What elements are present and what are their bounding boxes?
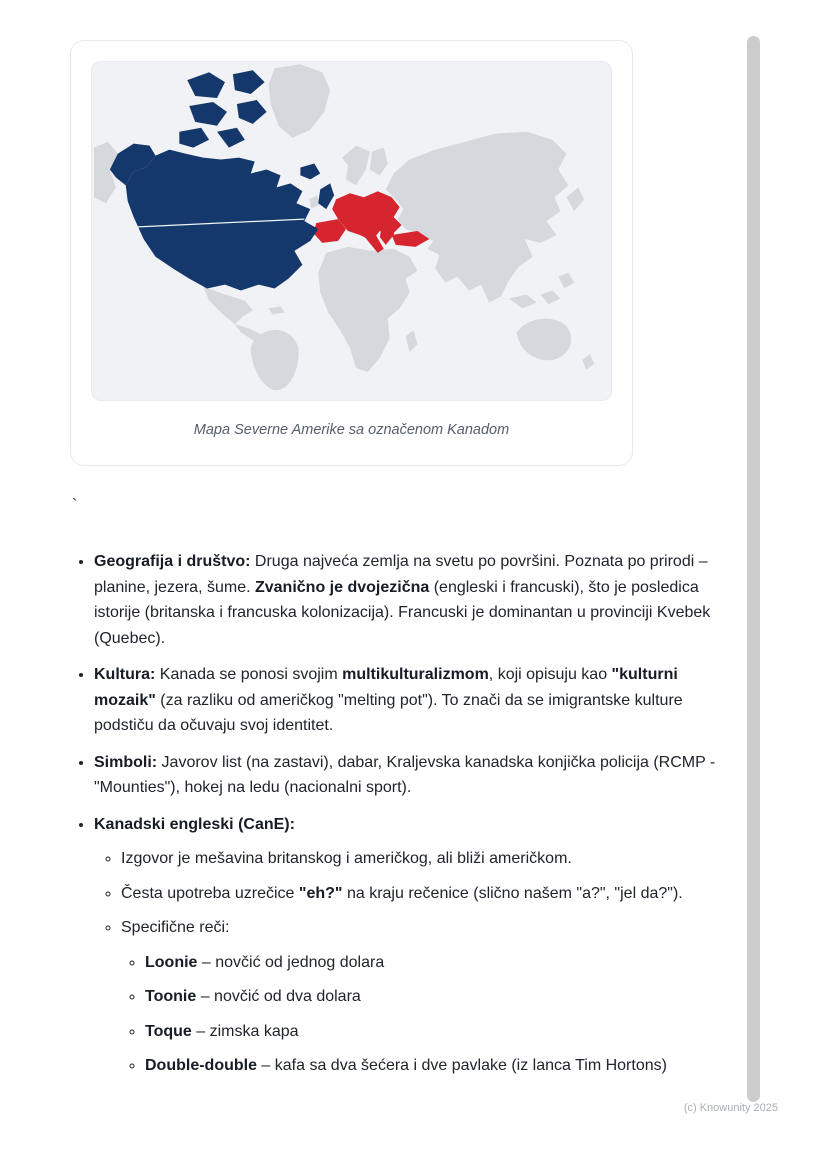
list-item <box>145 984 718 1010</box>
notes-section <box>72 549 718 1090</box>
list-item <box>145 1019 718 1045</box>
bold-text: Double-double <box>145 1057 257 1074</box>
list-item <box>121 915 718 1079</box>
text-run: , koji opisuju kao <box>488 666 612 683</box>
region-ireland <box>309 195 319 208</box>
bold-text: Toque <box>145 1022 192 1040</box>
region-africa <box>318 247 417 372</box>
region-japan <box>566 187 584 211</box>
text-run: Izgovor je mešavina britanskog i američkog, ali bliži američkom. <box>121 850 572 867</box>
region-indonesia-west <box>509 295 537 309</box>
text-run: – novčić od dva dolara <box>196 988 361 1005</box>
region-greenland <box>269 64 331 137</box>
list-item <box>145 950 718 976</box>
text-run: – zimska kapa <box>191 1022 299 1040</box>
scrollbar-thumb[interactable] <box>747 36 760 1102</box>
bold-text: "kulturni mozaik" <box>94 666 678 709</box>
text-run: na kraju rečenice (slično našem "a?", "jel da?"). <box>342 884 683 902</box>
stray-character: ` <box>72 497 78 514</box>
region-finland <box>370 148 388 176</box>
bullet-list-level-1 <box>72 549 718 1079</box>
list-item <box>121 846 718 872</box>
figure-caption: Mapa Severne Amerike sa označenom Kanadom <box>193 422 510 438</box>
region-indonesia-east <box>541 291 561 305</box>
text-run: Kanada se ponosi svojim <box>155 666 343 683</box>
bold-text: Kanadski engleski (CanE): <box>94 815 295 833</box>
list-item <box>94 812 718 1079</box>
bullet-list-level-2 <box>94 846 718 1079</box>
bold-text: multikulturalizmom <box>342 666 489 683</box>
region-canadian-arctic <box>179 70 266 147</box>
list-item <box>94 549 718 651</box>
region-scandinavia <box>342 146 370 186</box>
region-philippines <box>558 273 574 289</box>
region-new-zealand <box>582 354 594 370</box>
world-map <box>92 62 611 400</box>
list-item <box>94 662 718 739</box>
region-madagascar <box>406 330 418 352</box>
bold-text: Geografija i društvo: <box>94 553 251 570</box>
text-run: Druga najveća zemlja na svetu po površini. Poznata po prirodi – planine, jezera, šume. <box>94 553 708 596</box>
region-united-kingdom <box>318 183 334 209</box>
bold-text: Loonie <box>145 953 198 971</box>
text-run: – kafa sa dva šećera i dve pavlake (iz lanca Tim Hortons) <box>256 1057 667 1074</box>
bold-text: "eh?" <box>298 884 343 902</box>
figure-card <box>70 40 633 466</box>
region-asia <box>386 132 569 303</box>
text-run: Česta upotreba uzrečice <box>121 884 299 902</box>
text-run: – novčić od jednog dolara <box>197 953 385 971</box>
bullet-list-level-3 <box>121 950 718 1079</box>
list-item <box>121 881 718 907</box>
map-panel <box>91 61 612 401</box>
list-item <box>145 1053 718 1079</box>
bold-text: Simboli: <box>94 753 158 771</box>
region-iceland <box>300 164 320 180</box>
bold-text: Kultura: <box>94 666 156 683</box>
copyright-note: (c) Knowunity 2025 <box>683 1102 778 1114</box>
text-run: (engleski i francuski), što je posledica istorije (britanska i francuska kolonizacija). Francuski je dominantan u provinciji Kvebek (Quebec). <box>94 578 711 647</box>
region-south-america <box>251 330 299 390</box>
bold-text: Toonie <box>145 988 197 1005</box>
region-mexico <box>203 287 253 325</box>
text-run: Specifične reči: <box>121 919 230 936</box>
bold-text: Zvanično je dvojezična <box>254 578 430 596</box>
text-run: Javorov list (na zastavi), dabar, Kraljevska kanadska konjička policija (RCMP - "Mounties"), hokej na ledu (nacionalni sport). <box>94 753 716 796</box>
region-caribbean <box>269 306 285 314</box>
region-australia <box>517 319 571 361</box>
list-item <box>94 750 718 801</box>
text-run: (za razliku od američkog "melting pot"). To znači da se imigrantske kulture podstiču da očuvaju svoj identitet. <box>94 691 683 734</box>
